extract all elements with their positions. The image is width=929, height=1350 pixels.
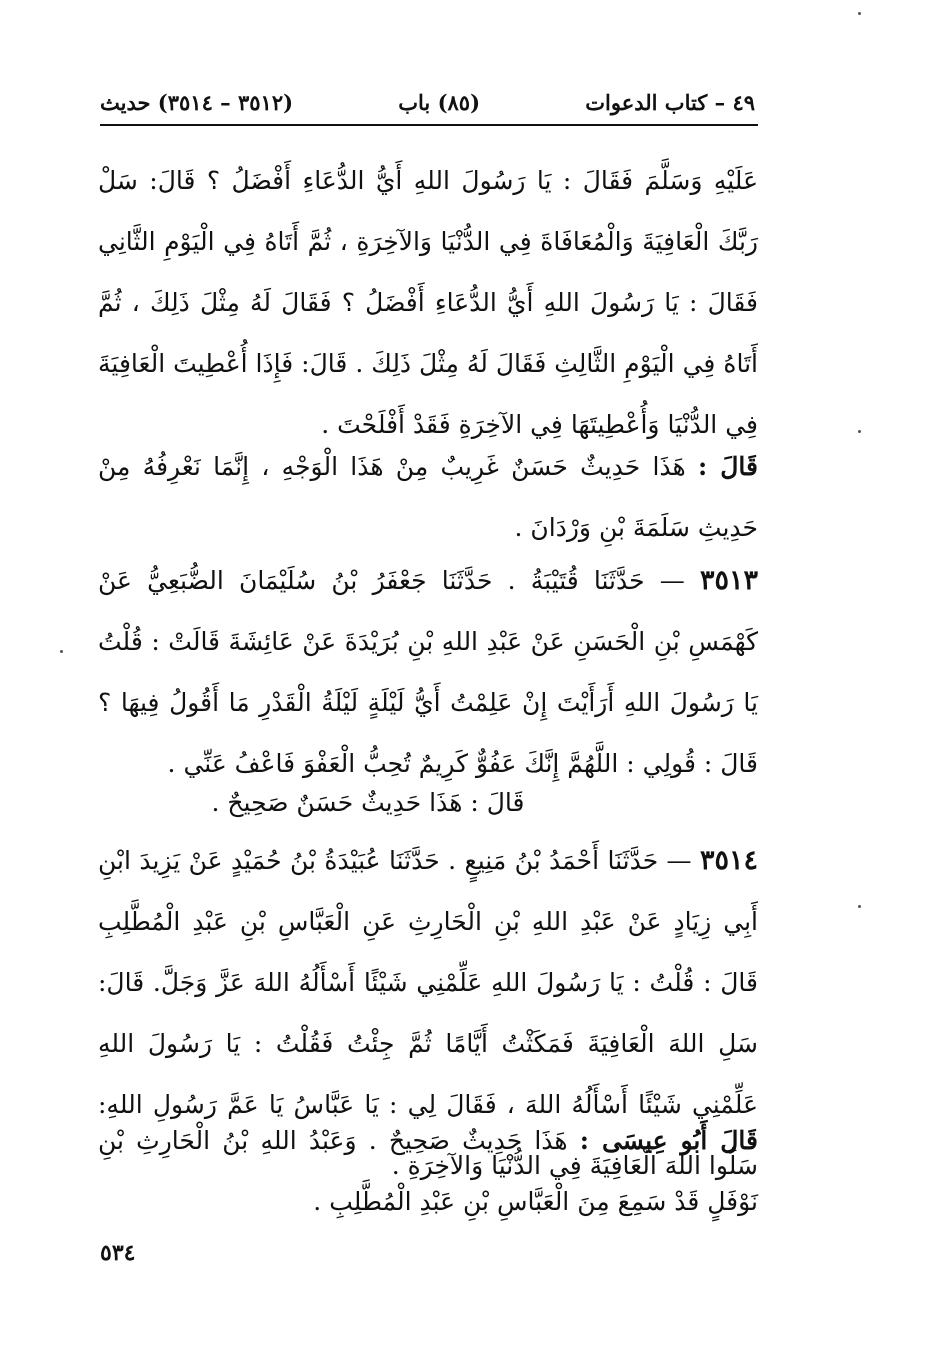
comment-label: قَالَ أَبُو عِيسَى : xyxy=(579,1126,758,1155)
header-divider xyxy=(100,124,758,126)
scan-speck xyxy=(858,12,861,15)
hadith-text: — حَدَّثَنَا أَحْمَدُ بْنُ مَنِيعٍ . حَدَّثَنَا عُبَيْدَةُ بْنُ حُمَيْدٍ عَنْ يَزِيدَ ابْنِ أَبِي زِيَادٍ عَنْ عَبْدِ اللهِ بْنِ الْحَارِثِ عَنِ الْعَبَّاسِ بْنِ عَبْدِ الْمُطَّلِبِ قَالَ : قُلْتُ : يَا رَسُولَ اللهِ عَلِّمْنِي شَيْئًا أَسْأَلُهُ اللهَ عَزَّ وَجَلَّ. قَالَ: سَلِ اللهَ الْعَافِيَةَ فَمَكَثْتُ أَيَّامًا ثُمَّ جِئْتُ فَقُلْتُ : يَا رَسُولَ اللهِ عَلِّمْنِي شَيْئًا أَسْأَلُهُ اللهَ ، فَقَالَ لِي : يَا عَبَّاسُ يَا عَمَّ رَسُولِ اللهِ: سَلُوا اللهَ الْعَافِيَةَ فِي الدُّنْيَا وَالآخِرَةِ . xyxy=(98,846,758,1180)
comment-label: قَالَ : xyxy=(698,452,758,481)
header-hadith-range: (٣٥١٢ – ٣٥١٤) حديث xyxy=(100,89,294,115)
header-chapter: (٨٥) باب xyxy=(398,89,481,115)
scan-speck xyxy=(858,905,861,908)
page-number: ٥٣٤ xyxy=(100,1240,136,1266)
hadith-3513-comment xyxy=(98,772,758,833)
hadith-number: ٣٥١٣ xyxy=(699,565,758,596)
hadith-3513 xyxy=(98,550,758,794)
scan-speck xyxy=(858,430,861,433)
paragraph-grading xyxy=(98,436,758,558)
hadith-number: ٣٥١٤ xyxy=(699,845,758,876)
comment-text: قَالَ : هَذَا حَدِيثٌ حَسَنٌ صَحِيحٌ . xyxy=(211,788,525,817)
hadith-3514-comment xyxy=(98,1110,758,1232)
paragraph-continuation xyxy=(98,150,758,455)
scan-speck xyxy=(60,650,63,653)
comment-text: هَذَا حَدِيثٌ حَسَنٌ غَرِيبٌ مِنْ هَذَا الْوَجْهِ ، إِنَّمَا نَعْرِفُهُ مِنْ حَدِيثِ سَلَمَةَ بْنِ وَرْدَانَ . xyxy=(98,452,758,542)
hadith-text: — حَدَّثَنَا قُتَيْبَةُ . حَدَّثَنَا جَعْفَرُ بْنُ سُلَيْمَانَ الضُّبَعِيُّ عَنْ كَهْمَسِ بْنِ الْحَسَنِ عَنْ عَبْدِ اللهِ بْنِ بُرَيْدَةَ عَنْ عَائِشَةَ قَالَتْ : قُلْتُ يَا رَسُولَ اللهِ أَرَأَيْتَ إِنْ عَلِمْتُ أَيُّ لَيْلَةٍ لَيْلَةُ الْقَدْرِ مَا أَقُولُ فِيهَا ؟ قَالَ : قُولِي : اللَّهُمَّ إِنَّكَ عَفُوٌّ كَرِيمٌ تُحِبُّ الْعَفْوَ فَاعْفُ عَنِّي . xyxy=(98,566,758,778)
comment-text: هَذَا حَدِيثٌ صَحِيحٌ . وَعَبْدُ اللهِ بْنُ الْحَارِثِ بْنِ نَوْفَلٍ قَدْ سَمِعَ مِنَ الْعَبَّاسِ بْنِ عَبْدِ الْمُطَّلِبِ . xyxy=(98,1126,758,1216)
paragraph-text: عَلَيْهِ وَسَلَّمَ فَقَالَ : يَا رَسُولَ اللهِ أَيُّ الدُّعَاءِ أَفْضَلُ ؟ قَالَ: سَلْ رَبَّكَ الْعَافِيَةَ وَالْمُعَافَاةَ فِي الدُّنْيَا وَالآخِرَةِ ، ثُمَّ أَتَاهُ فِي الْيَوْمِ الثَّانِي فَقَالَ : يَا رَسُولَ اللهِ أَيُّ الدُّعَاءِ أَفْضَلُ ؟ فَقَالَ لَهُ مِثْلَ ذَلِكَ ، ثُمَّ أَتَاهُ فِي الْيَوْمِ الثَّالِثِ فَقَالَ لَهُ مِثْلَ ذَلِكَ . قَالَ: فَإِذَا أُعْطِيتَ الْعَافِيَةَ فِي الدُّنْيَا وَأُعْطِيتَهَا فِي الآخِرَةِ فَقَدْ أَفْلَحْتَ . xyxy=(98,166,758,439)
running-header xyxy=(100,82,755,122)
header-book-title: ٤٩ – كتاب الدعوات xyxy=(585,89,755,115)
